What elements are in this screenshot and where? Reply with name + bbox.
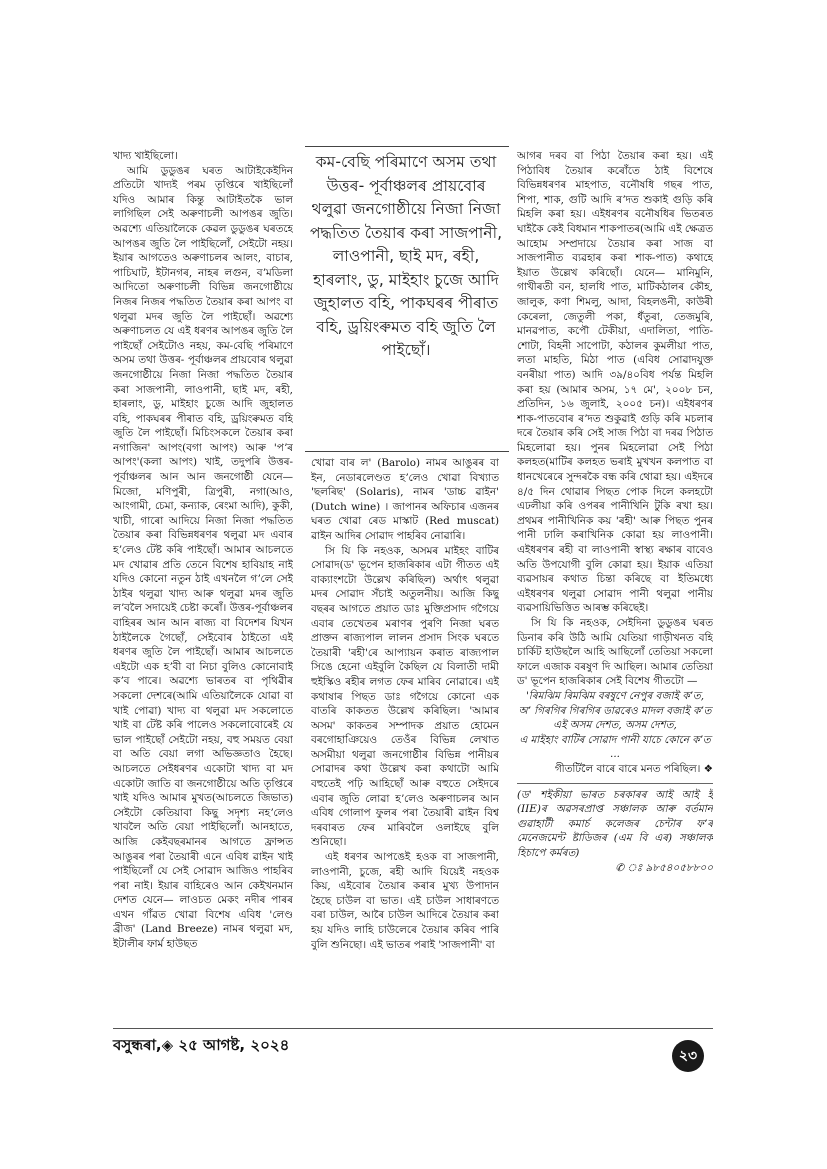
column-right <box>517 149 713 1029</box>
paragraph: আমি ডুডুঙৰ ঘৰত আটাইকেইদিন প্ৰতিটো খাদ্যই পৰম তৃপ্তিৰে খাইছিলোঁ যদিও আমাৰ কিন্তু আটাইতকৈ ভাল লাগিছিল সেই অৰুণাচলী আপঙৰ জুতি। অৱশ্যে এতিয়ালৈকে কেৱল ডুডুঙৰ ঘৰতহে আপঙৰ জুতি লৈ পাইছিলোঁ, সেইটো নহয়। ইয়াৰ আগতেও অৰুণাচলৰ আলং, বাচাৰ, পাচিঘাট, ইটানগৰ, নাহৰ লগুন, বʼমডিলা আদিতো অৰুণাচলী বিভিন্ন জনগোষ্ঠীয়ে নিজৰ নিজৰ পদ্ধতিত তৈয়াৰ কৰা আপং বা থলুৱা মদৰ জুতি লৈ পাইছোঁ। অৱশ্যে অৰুণাচলত যে এই ধৰণৰ আপঙৰ জুতি লৈ পাইছোঁ সেইটোও নহয়, কম-বেছি পৰিমাণে অসম তথা উত্তৰ- পূৰ্বাঞ্চলৰ প্ৰায়বোৰ থলুৱা জনগোষ্ঠীয়ে নিজা নিজা পদ্ধতিত তৈয়াৰ কৰা সাজপানী, লাওপানী, ছাই মদ, ৰহী, হাৰলাং, ডু, মাইহাং চুজে আদি জুহালত বহি, পাকঘৰৰ পীৰাত বহি, ড্ৰয়িংৰুমত বহি জুতি লৈ পাইছোঁ। মিচিংসকলে তৈয়াৰ কৰা নগাজিন' আপং(বগা আপং) আৰু 'পʼৰ আপং'(কলা আপং) খাই, তদুপৰি উত্তৰ-পূৰ্বাঞ্চলৰ আন আন জনগোষ্ঠী যেনে— মিজো, মণিপুৰী, ত্ৰিপুৰী, নগা(আও, আংগামী, চেমা, কন্যাক, ৰেংমা আদি), কুকী, খাচী, গাৰো আদিয়ে নিজা নিজা পদ্ধতিত তৈয়াৰ কৰা বিভিন্নধৰণৰ থলুৱা মদ এবাৰ হʼলেও টেষ্ট কৰি পাইছোঁ। আমাৰ আচলতে মদ খোৱাৰ প্ৰতি তেনে বিশেষ হাবিয়াহ নাই যদিও কোনো নতুন ঠাই এখনলৈ গʼলে সেই ঠাইৰ থলুৱা খাদ্য আৰু থলুৱা মদৰ জুতি লʼবলৈ সদায়েই চেষ্টা কৰোঁ। উত্তৰ-পূৰ্বাঞ্চলৰ বাহিৰৰ আন আন ৰাজ্য বা বিদেশৰ যিখন ঠাইলৈকে গৈছোঁ, সেইবোৰ ঠাইতো এই ধৰণৰ জুতি লৈ পাইছোঁ। আমাৰ আচলতে এইটো এক হʼবী বা নিচা বুলিও কোনোবাই কʼব পাৰে। অৱশ্যে ভাৰতৰ বা পৃথিৱীৰ সকলো দেশৰে(আমি এতিয়ালৈকে যোৱা বা খাই পোৱা) খাদ্য বা থলুৱা মদ সকলোতে খাই বা টেষ্ট কৰি পালেও সকলোবোৰেই যে ভাল পাইছোঁ সেইটো নহয়, বহু সময়ত বেয়া বা অতি বেয়া লগা অভিজ্ঞতাও হৈছে। আচলতে সেইধৰণৰ একোটা খাদ্য বা মদ একোটা জাতি বা জনগোষ্ঠীয়ে অতি তৃপ্তিৰে খাই যদিও আমাৰ মুখত(আচলতে জিভাত) সেইটো কেতিয়াবা কিছু সদৃশ্য নহʼলেও খাবলৈ অতি বেয়া পাইছিলোঁ। আনহাতে, আজি কেইবছৰমানৰ আগতে ফ্ৰান্সত আঙুৰৰ পৰা তৈয়াৰী এনে এবিধ ৱাইন খাই পাইছিলোঁ যে সেই সোৱাদ আজিও পাহৰিব পৰা নাই। ইয়াৰ বাহিৰেও আন কেইখনমান দেশত যেনে— লাওচত মেকং নদীৰ পাৰৰ এখন গাঁৱত খোৱা বিশেষ এবিধ 'লেণ্ড ব্ৰীজ' (Land Breeze) নামৰ থলুৱা মদ, ইটালীৰ ফাৰ্ম হাউছত <box>113 164 293 951</box>
page-number: ২৩ <box>672 1040 704 1072</box>
author-credit: (ড' শইকীয়া ভাৰত চৰকাৰৰ আই আই ই (IIE)ৰ অৱসৰপ্ৰাপ্ত সঞ্চালক আৰু বৰ্তমান গুৱাহাটী কমাৰ্চ কলেজৰ চেন্টাৰ ফʼৰ মেনেজমেন্ট ষ্টাডিজৰ (এম বি এৰ) সঞ্চালক হিচাপে কৰ্মৰত) <box>517 788 713 859</box>
magazine-footer: বসুন্ধৰা,◈ ২৫ আগষ্ট, ২০২৪ <box>113 1036 290 1054</box>
paragraph: আগৰ দৰব বা পিঠা তৈয়াৰ কৰা হয়। এই পিঠাবিধ তৈয়াৰ কৰোঁতে ঠাই বিশেষে বিভিন্নধৰণৰ মাহপাত, বনৌষধি গছৰ পাত, শিপা, শাক, গুটি আদি ৰʼদত শুকাই গুড়ি কৰি মিহলি কৰা হয়। এইধৰণৰ বনৌষধিৰ ভিতৰত ঘাইকৈ কেই বিধমান শাকপাতৰ(আমি এই ক্ষেত্ৰত আহোম সম্প্ৰদায়ে তৈয়াৰ কৰা সাজ বা সাজপানীত ব্যৱহাৰ কৰা শাক-পাত) কথাহে ইয়াত উল্লেখ কৰিছোঁ। যেনে— মানিমুনি, গাখীৰতী বন, হালধি পাত, মাটিকঠালৰ কৌহ, জালুক, কণা শিমলু, আদা, বিহলঙনী, কাউৰী কেৰেলা, জেতুলী পকা, ধঁতুৰা, তেজমুৰি, মানৱপাত, কপৌ টেকীয়া, এদালিতা, পাতি-শোটা, বিহনী সাপোটা, কঠালৰ কুমলীয়া পাত, লতা মাহতি, মিঠা পাত (এবিধ সোৱাদযুক্ত বনৰীয়া পাত) আদি ৩৯/৪০বিধ পৰ্যন্ত মিহলি কৰা হয় (আমাৰ অসম, ১৭ মে', ২০০৮ চন, প্ৰতিদিন, ১৬ জুলাই, ২০০৫ চন)। এইধৰণৰ শাক-পাতবোৰ ৰʼদত শুকুৱাই গুড়ি কৰি মচলাৰ দৰে তৈয়াৰ কৰি সেই সাজ পিঠা বা দৰৱ পিঠাত মিহলোৱা হয়। পুনৰ মিহলোৱা সেই পিঠা কলহত(মাটিৰ কলহত ভৰাই মুখখন কলপাত বা ধানখেৰেৰে সুন্দৰকৈ বন্ধ কৰি থোৱা হয়। এইদৰে ৪/৫ দিন থোৱাৰ পিছত পোক দিলে কলহটো এঢলীয়া কৰি ওপৰৰ পানীখিনি টুকি ৰখা হয়। প্ৰথমৰ পানীখিনিক কয় 'ৰহী' আৰু পিছত পুনৰ পানী ঢালি কৰাখিনিক কোৱা হয় লাওপানী। এইধৰণৰ ৰহী বা লাওপানী স্বাস্থ্য ৰক্ষাৰ বাবেও অতি উপযোগী বুলি কোৱা হয়। ইয়াক এতিয়া ব্যৱসায়ৰ কথাত চিন্তা কৰিছে বা ইতিমধ্যে এইধৰণৰ থলুৱা সোৱাদ পানী থলুৱা পানীয় ব্যৱসায়িভিত্তিত আৰম্ভ কৰিছেই। <box>517 150 713 615</box>
author-phone: ✆ ঃ ৯৮৫৪০৫৮৮০০ <box>615 861 713 874</box>
paragraph: খোৱা বাৰ ল' (Barolo) নামৰ আঙুৰৰ বা ইন, নেডাৰলেণ্ডত হʼলেও খোৱা বিখ্যাত 'ছলৰিছ' (Solaris), নামৰ 'ডাচ্চ ৱাইন' (Dutch wine) । জাপানৰ অফিচাৰ এজনৰ ঘৰত খোৱা ৰেড মাস্কাট (Red muscat) ৱাইন আদিৰ সোৱাদ পাহৰিব নোৱাৰি। <box>311 457 499 542</box>
song-lyrics <box>517 689 713 762</box>
pull-quote-top-rule <box>305 146 509 147</box>
pull-quote-bottom-rule <box>305 451 509 452</box>
paragraph: সি যি কি নহওক, অসমৰ মাইহং বাটিৰ সোৱাদ(ড' ভূপেন হাজৰিকাৰ এটা গীতত এই বাক্যাংশটো উল্লেখ কৰিছিল) অৰ্থাৎ থলুৱা মদৰ সোৱাদ সঁচাই অতুলনীয়। আজি কিছু বছৰৰ আগতে প্ৰয়াত ডাঃ মুক্তিপ্ৰসাদ গগৈয়ে এবাৰ তেখেতৰ মৰাণৰ পুৰণি নিজা ঘৰত প্ৰাক্তন ৰাজ্যপাল লালন প্ৰসাদ সিংক ঘৰতে তৈয়াৰী 'ৰহী'ৰে আপ্যায়ন কৰাত ৰাজ্যপাল সিঙে হেনো এইবুলি কৈছিল যে বিলাতী দামী হুইস্কিও ৰহীৰ লগত ফেৰ মাৰিব নোৱাৰে। এই কথাষাৰ পিছত ডাঃ গগৈয়ে কোনো এক বাতৰি কাকতত উল্লেখ কৰিছিল। 'আমাৰ অসম' কাকতৰ সম্পাদক প্ৰয়াত হোমেন বৰগোহাঞিয়েও তেওঁৰ বিভিন্ন লেখাত অসমীয়া থলুৱা জনগোষ্ঠীৰ বিভিন্ন পানীয়ৰ সোৱাদৰ কথা উল্লেখ কৰা কথাটো আমি বহুতেই পঢ়ি আহিছোঁ আৰু বহুতে সেইদৰে এবাৰ জুতি লোৱা হʼলেও অৰুণাচলৰ আন এবিধ গোলাপ ফুলৰ পৰা তৈয়াৰী ৱাইন বিশ্ব দৰবাৰত ফেৰ মাৰিবলৈ ওলাইছে বুলি শুনিছো। <box>311 544 499 849</box>
lyric-line: এ মাইহাং বাটিৰ সোৱাদ পানী যাচে কোনে কʼত ... <box>519 733 711 761</box>
credit-divider <box>517 783 713 784</box>
pull-quote: কম-বেছি পৰিমাণে অসম তথা উত্তৰ- পূৰ্বাঞ্চলৰ প্ৰায়বোৰ থলুৱা জনগোষ্ঠীয়ে নিজা নিজা পদ্ধতিত তৈয়াৰ কৰা সাজপানী, লাওপানী, ছাই মদ, ৰহী, হাৰলাং, ডু, মাইহাং চুজে আদি জুহালত বহি, পাকঘৰৰ পীৰাত বহি, ড্ৰয়িংৰুমত বহি জুতি লৈ পাইছোঁ। <box>309 153 503 359</box>
paragraph: এই ধৰণৰ আপঙেই হওক বা সাজপানী, লাওপানী, চুজে, ৰহী আদি যিয়েই নহওক কিয়, এইবোৰ তৈয়াৰ কৰাৰ মুখ্য উপাদান হৈছে চাউল বা ভাত। এই চাউল সাধাৰণতে বৰা চাউল, আৰৈ চাউল আদিৰে তৈয়াৰ কৰা হয় যদিও লাহি চাউলেৰে তৈয়াৰ কৰিব পাৰি বুলি শুনিছো। এই ভাতৰ পৰাই 'সাজপানী' বা <box>311 851 499 951</box>
footer-rule <box>113 1028 713 1029</box>
lyric-line: এই অসম দেশত, অসম দেশত, <box>553 719 677 732</box>
closing-line: গীতটিলৈ বাৰে বাৰে মনত পৰিছিল। ❖ <box>554 762 713 775</box>
column-middle <box>311 456 499 1030</box>
paragraph: খাদ্য খাইছিলো। <box>113 150 178 162</box>
paragraph: সি যি কি নহওক, সেইদিনা ডুডুঙৰ ঘৰত ডিনাৰ কৰি উঠি আমি যেতিয়া গাড়ীখনত বহি চাৰ্কিট হাউছলৈ আহি আছিলোঁ তেতিয়া সকলো ফালে এজাক বৰষুণ দি আছিল। আমাৰ তেতিয়া ড' ভূপেন হাজৰিকাৰ সেই বিশেষ গীতটো — <box>517 617 713 688</box>
lyric-line: অʼ গিৰগিৰ গিৰগিৰ ডাৱৰেও মাদল বজাই কʼত <box>518 704 712 717</box>
lyric-line: 'ৰিমঝিম ৰিমঝিম বৰষুণে নেপুৰ বজাই কʼত, <box>525 689 705 702</box>
column-left <box>113 149 293 1029</box>
